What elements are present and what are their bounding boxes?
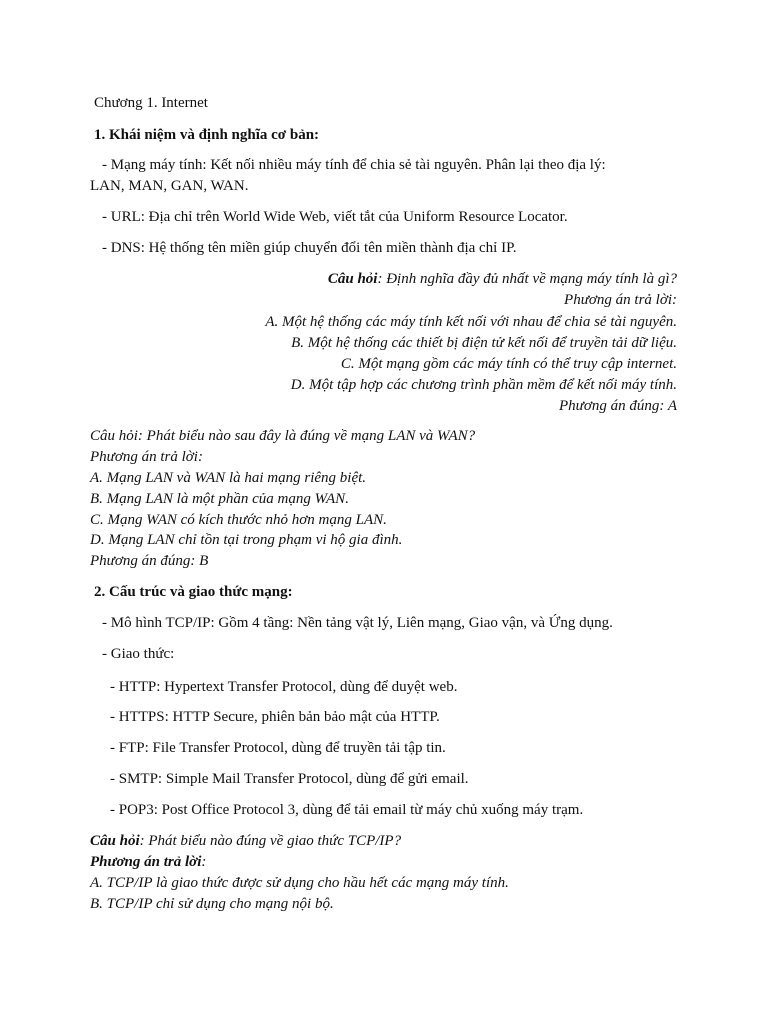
q2-option-c: C. Mạng WAN có kích thước nhỏ hơn mạng LAN. <box>90 512 387 528</box>
q3-option-a: A. TCP/IP là giao thức được sử dụng cho hầu hết các mạng máy tính. <box>90 875 509 891</box>
protocol-http: - HTTP: Hypertext Transfer Protocol, dùng để duyệt web. <box>110 679 458 695</box>
q2-option-b: B. Mạng LAN là một phần của mạng WAN. <box>90 491 349 507</box>
q2-question: Câu hỏi: Phát biểu nào sau đây là đúng về mạng LAN và WAN? <box>90 428 476 444</box>
q3-answers-label <box>90 852 680 873</box>
q1-option-d: D. Một tập hợp các chương trình phần mềm để kết nối máy tính. <box>290 377 677 393</box>
section1-item-url: - URL: Địa chỉ trên World Wide Web, viết tắt của Uniform Resource Locator. <box>102 209 568 225</box>
q2-option-d: D. Mạng LAN chỉ tồn tại trong phạm vi hộ gia đình. <box>90 532 403 548</box>
q1-question-text: : Định nghĩa đầy đủ nhất về mạng máy tính là gì? <box>377 271 677 287</box>
section2-protocols-label: - Giao thức: <box>102 646 175 662</box>
section1-heading: 1. Khái niệm và định nghĩa cơ bản: <box>94 127 320 143</box>
section1-item-network: - Mạng máy tính: Kết nối nhiều máy tính để chia sẻ tài nguyên. Phân lại theo địa lý: <box>102 157 606 173</box>
section2-heading: 2. Cấu trúc và giao thức mạng: <box>94 584 293 600</box>
q3-answers-label-text: Phương án trả lời <box>90 854 202 870</box>
protocol-ftp: - FTP: File Transfer Protocol, dùng để truyền tải tập tin. <box>110 740 446 756</box>
q1-question <box>90 269 677 290</box>
q1-label: Câu hỏi <box>327 271 378 287</box>
protocol-smtp: - SMTP: Simple Mail Transfer Protocol, dùng để gửi email. <box>110 771 469 787</box>
section2-tcpip: - Mô hình TCP/IP: Gồm 4 tầng: Nền tảng vật lý, Liên mạng, Giao vận, và Ứng dụng. <box>102 615 613 631</box>
q3-label: Câu hỏi <box>90 833 140 849</box>
q1-correct: Phương án đúng: A <box>559 398 677 414</box>
q2-answers-label: Phương án trả lời: <box>90 449 203 465</box>
q3-option-b: B. TCP/IP chỉ sử dụng cho mạng nội bộ. <box>90 896 334 912</box>
chapter-title: Chương 1. Internet <box>94 95 208 111</box>
q1-answers-label: Phương án trả lời: <box>564 292 677 308</box>
q1-option-c: C. Một mạng gồm các máy tính có thể truy cập internet. <box>340 356 677 372</box>
section1-item-dns: - DNS: Hệ thống tên miền giúp chuyển đổi tên miền thành địa chỉ IP. <box>102 240 517 256</box>
q2-option-a: A. Mạng LAN và WAN là hai mạng riêng biệt. <box>90 470 367 486</box>
protocol-pop3: - POP3: Post Office Protocol 3, dùng để tải email từ máy chủ xuống máy trạm. <box>110 802 584 818</box>
q1-option-a: A. Một hệ thống các máy tính kết nối với nhau để chia sẻ tài nguyên. <box>265 314 677 330</box>
protocol-https: - HTTPS: HTTP Secure, phiên bản bảo mật của HTTP. <box>110 709 440 725</box>
section1-item-network-cont: LAN, MAN, GAN, WAN. <box>90 178 249 194</box>
q3-question-text: : Phát biểu nào đúng về giao thức TCP/IP? <box>139 833 402 849</box>
q3-answers-colon: : <box>201 854 207 870</box>
q2-correct: Phương án đúng: B <box>90 553 209 569</box>
q1-option-b: B. Một hệ thống các thiết bị điện tử kết nối để truyền tải dữ liệu. <box>291 335 677 351</box>
q3-question <box>90 831 680 852</box>
